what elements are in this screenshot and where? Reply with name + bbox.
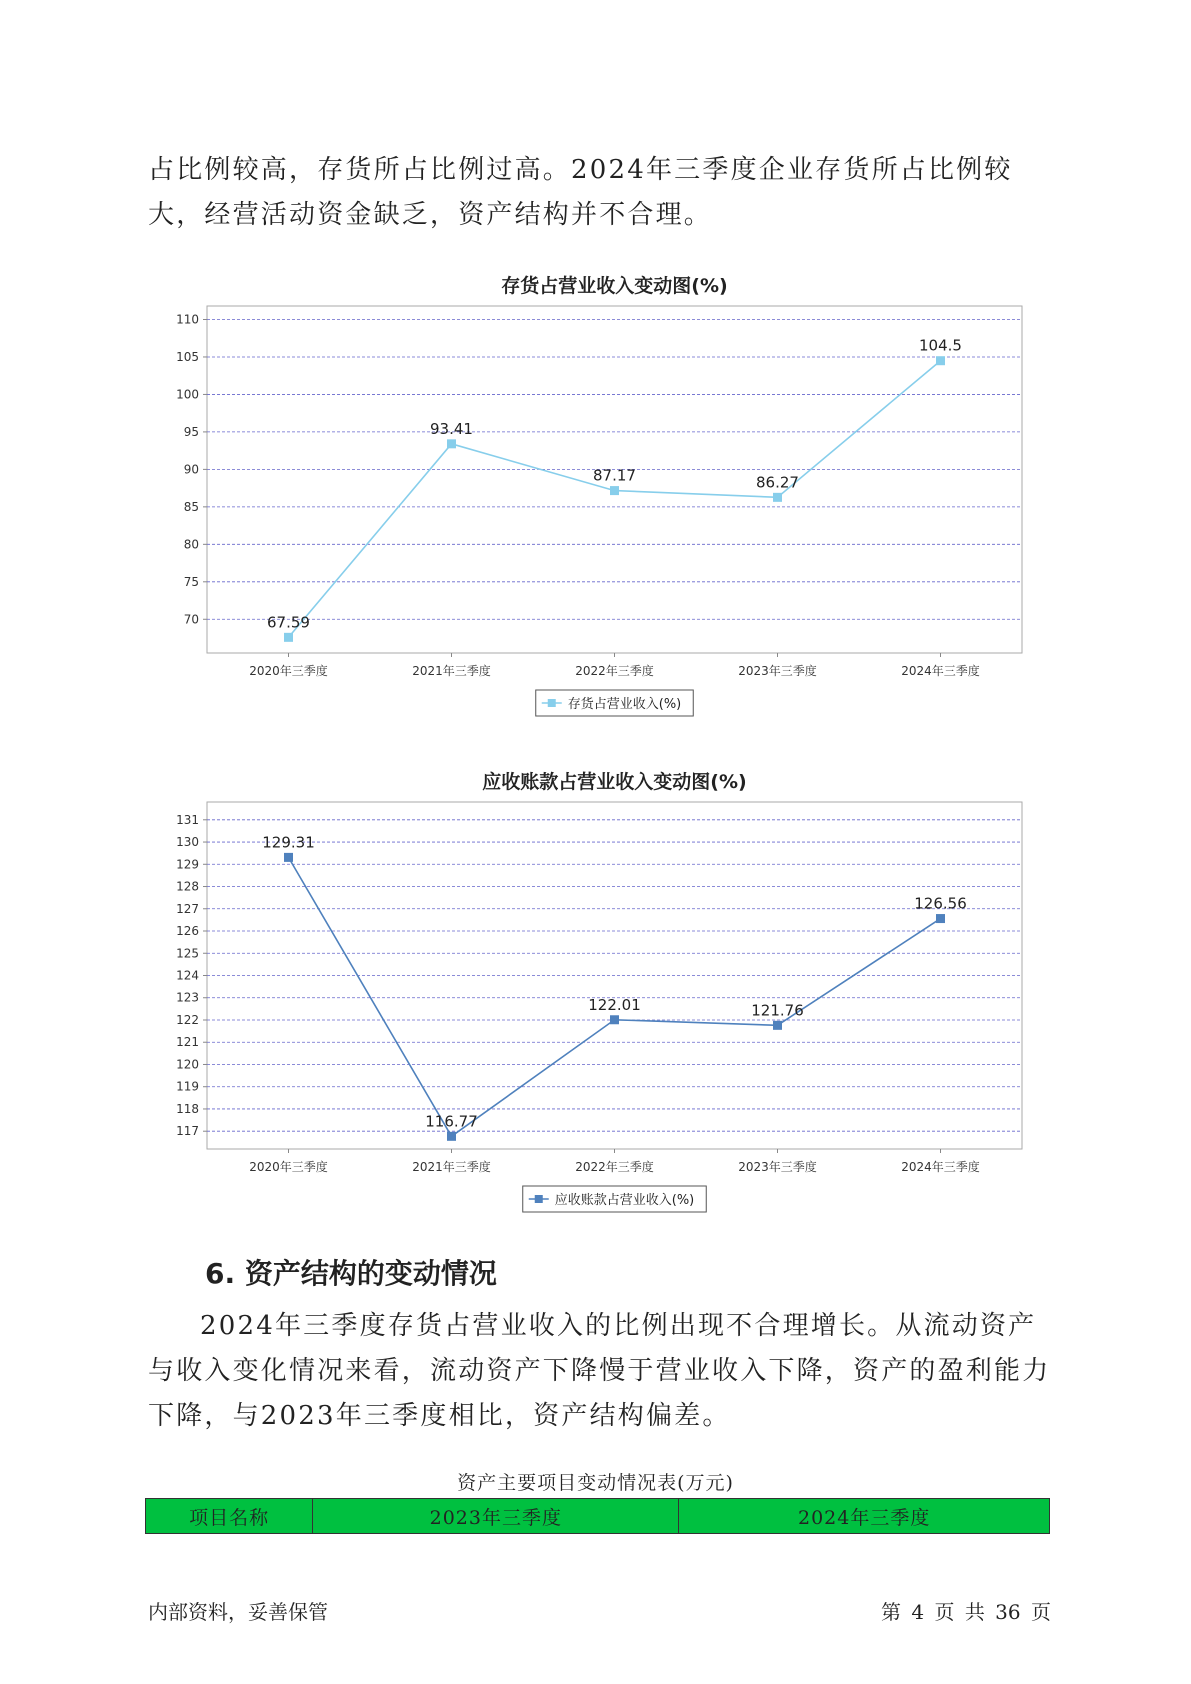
y-tick-label: 117 [176,1124,199,1139]
data-label: 122.01 [588,995,641,1014]
x-tick-label: 2021年三季度 [412,1160,491,1174]
data-label: 67.59 [267,613,310,632]
x-tick-label: 2024年三季度 [901,1160,980,1174]
y-tick-label: 126 [176,924,199,939]
x-tick-label: 2020年三季度 [249,1160,328,1174]
receivables-ratio-chart [0,764,1191,1214]
data-label: 116.77 [425,1112,478,1131]
data-point [610,1015,619,1024]
x-tick-label: 2022年三季度 [575,664,654,678]
y-tick-label: 131 [176,812,199,827]
y-tick-label: 80 [183,537,199,552]
legend-label: 应收账款占营业收入(%) [554,1193,695,1208]
y-tick-label: 129 [176,857,199,872]
inventory-ratio-chart-svg [0,268,1191,718]
y-tick-label: 120 [176,1057,199,1072]
y-tick-label: 124 [176,968,199,983]
data-point [447,439,456,448]
section-paragraph: 2024年三季度存货占营业收入的比例出现不合理增长。从流动资产与收入变化情况来看，流动资产下降慢于营业收入下降，资产的盈利能力下降，与2023年三季度相比，资产结构偏差。 [148,1311,1051,1431]
footer-confidential: 内部资料，妥善保管 [148,1600,328,1624]
data-label: 129.31 [262,833,315,852]
data-label: 121.76 [751,1001,804,1020]
y-tick-label: 122 [176,1012,199,1027]
data-point [773,493,782,502]
legend-label: 存货占营业收入(%) [567,697,682,712]
data-point [447,1132,456,1141]
data-point [284,853,293,862]
y-tick-label: 125 [176,946,199,961]
chart-title: 应收账款占营业收入变动图(%) [482,771,747,793]
x-tick-label: 2023年三季度 [738,1160,817,1174]
asset-table [145,1498,1050,1534]
legend [523,1186,707,1212]
data-point [773,1021,782,1030]
table-header-row [146,1499,1050,1534]
x-tick-label: 2024年三季度 [901,664,980,678]
table-caption: 资产主要项目变动情况表(万元) [457,1472,734,1494]
data-point [936,914,945,923]
intro-paragraph: 占比例较高，存货所占比例过高。2024年三季度企业存货所占比例较大，经营活动资金缺乏，资产结构并不合理。 [148,155,1013,230]
y-tick-label: 128 [176,879,199,894]
legend-marker [548,699,556,707]
x-tick-label: 2022年三季度 [575,1160,654,1174]
y-tick-label: 85 [183,499,199,514]
receivables-ratio-chart-svg [0,764,1191,1214]
y-tick-label: 127 [176,901,199,916]
data-point [936,356,945,365]
section-heading: 6. 资产结构的变动情况 [205,1257,497,1290]
x-tick-label: 2020年三季度 [249,664,328,678]
y-tick-label: 123 [176,990,199,1005]
data-label: 87.17 [593,466,636,485]
y-tick-label: 105 [176,349,199,364]
y-tick-label: 118 [176,1101,199,1116]
y-tick-label: 75 [183,574,199,589]
legend-marker [535,1195,543,1203]
legend [536,690,694,716]
y-tick-label: 90 [183,462,199,477]
table-header-item-name: 项目名称 [146,1499,313,1534]
y-tick-label: 95 [183,424,199,439]
data-label: 86.27 [756,473,799,492]
data-label: 126.56 [914,894,967,913]
x-tick-label: 2021年三季度 [412,664,491,678]
y-tick-label: 110 [176,312,199,327]
y-tick-label: 100 [176,387,199,402]
data-label: 104.5 [919,336,962,355]
data-label: 93.41 [430,419,473,438]
table-header-2023: 2023年三季度 [313,1499,679,1534]
y-tick-label: 119 [176,1079,199,1094]
footer-page-number: 第 4 页 共 36 页 [881,1600,1051,1624]
data-point [610,486,619,495]
chart-title: 存货占营业收入变动图(%) [501,275,728,297]
y-tick-label: 70 [183,612,199,627]
x-tick-label: 2023年三季度 [738,664,817,678]
data-point [284,633,293,642]
y-tick-label: 121 [176,1035,199,1050]
inventory-ratio-chart [0,268,1191,718]
table-header-2024: 2024年三季度 [679,1499,1050,1534]
y-tick-label: 130 [176,835,199,850]
